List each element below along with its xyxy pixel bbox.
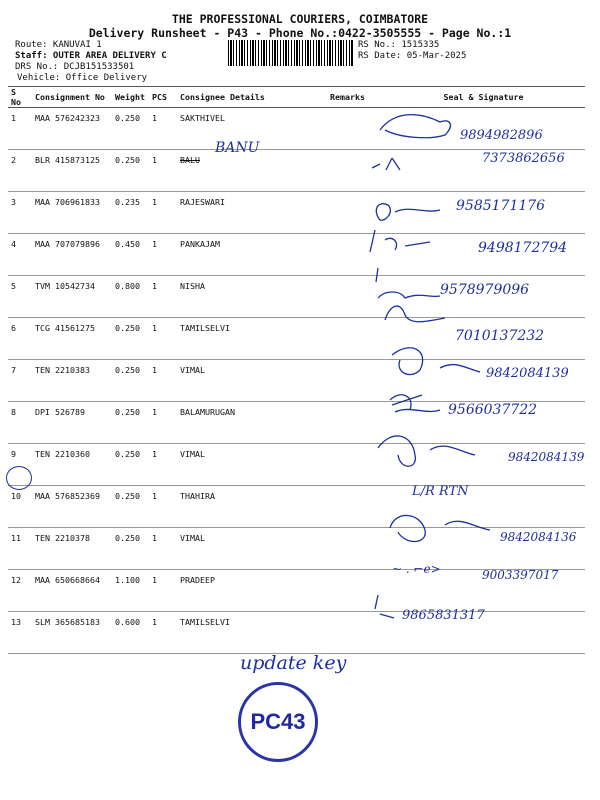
cell-sno: 7	[8, 360, 32, 402]
cell-remarks	[327, 192, 382, 234]
cell-pcs: 1	[149, 150, 177, 192]
row12-signature: ~ . ⌐e>	[392, 562, 441, 576]
cell-consignee: THAHIRA	[177, 486, 327, 528]
cell-sno: 10	[8, 486, 32, 528]
row10-note: L/R RTN	[412, 484, 469, 499]
cell-sno: 3	[8, 192, 32, 234]
cell-pcs: 1	[149, 612, 177, 654]
cell-consignee: BALU	[177, 150, 327, 192]
cell-sno: 12	[8, 570, 32, 612]
cell-consignment: TVM 10542734	[32, 276, 112, 318]
cell-sno: 11	[8, 528, 32, 570]
cell-remarks	[327, 360, 382, 402]
cell-remarks	[327, 612, 382, 654]
cell-remarks	[327, 528, 382, 570]
cell-consignment: TCG 41561275	[32, 318, 112, 360]
row7-phone: 9842084139	[486, 366, 569, 381]
cell-consignee: VIMAL	[177, 444, 327, 486]
table-row	[8, 612, 585, 654]
cell-consignee: VIMAL	[177, 360, 327, 402]
cell-pcs: 1	[149, 234, 177, 276]
row11-phone: 9842084136	[500, 530, 577, 544]
cell-pcs: 1	[149, 318, 177, 360]
cell-consignment: MAA 650668664	[32, 570, 112, 612]
row5-phone: 9578979096	[440, 282, 530, 298]
cell-remarks	[327, 150, 382, 192]
col-sno: S No	[8, 87, 32, 108]
cell-weight: 0.600	[112, 612, 149, 654]
table-row	[8, 486, 585, 528]
cell-weight: 1.100	[112, 570, 149, 612]
cell-remarks	[327, 402, 382, 444]
cell-sno: 4	[8, 234, 32, 276]
row10-circle-mark	[6, 466, 32, 490]
cell-remarks	[327, 318, 382, 360]
route-label: Route: KANUVAI 1	[15, 40, 102, 50]
cell-sno: 2	[8, 150, 32, 192]
rs-date: RS Date: 05-Mar-2025	[358, 51, 467, 61]
cell-remarks	[327, 234, 382, 276]
cell-weight: 0.450	[112, 234, 149, 276]
drs-label: DRS No.: DCJB151533501	[15, 62, 135, 72]
cell-pcs: 1	[149, 402, 177, 444]
cell-remarks	[327, 276, 382, 318]
company-title: THE PROFESSIONAL COURIERS, COIMBATORE	[171, 12, 429, 26]
cell-consignment: TEN 2210360	[32, 444, 112, 486]
cell-consignee: BALAMURUGAN	[177, 402, 327, 444]
cell-remarks	[327, 486, 382, 528]
cell-pcs: 1	[149, 276, 177, 318]
barcode	[228, 40, 353, 66]
row1-phone: 9894982896	[460, 128, 543, 143]
table-row	[8, 444, 585, 486]
cell-weight: 0.235	[112, 192, 149, 234]
cell-sno: 13	[8, 612, 32, 654]
cell-consignee: NISHA	[177, 276, 327, 318]
cell-sno: 5	[8, 276, 32, 318]
cell-consignment: MAA 706961833	[32, 192, 112, 234]
col-consignee: Consignee Details	[177, 87, 327, 108]
pc43-stamp	[238, 682, 318, 762]
col-weight: Weight	[112, 87, 149, 108]
cell-consignment: MAA 576242323	[32, 108, 112, 150]
stamp-text: PC43	[250, 709, 306, 734]
cell-consignee: PRADEEP	[177, 570, 327, 612]
cell-pcs: 1	[149, 486, 177, 528]
cell-remarks	[327, 570, 382, 612]
row9-phone: 9842084139	[508, 450, 585, 464]
row12-phone: 9003397017	[482, 568, 559, 582]
cell-consignee: PANKAJAM	[177, 234, 327, 276]
cell-pcs: 1	[149, 360, 177, 402]
cell-consignment: DPI 526789	[32, 402, 112, 444]
cell-consignee: RAJESWARI	[177, 192, 327, 234]
footer-handwritten-note: update key	[240, 652, 347, 674]
row4-phone: 9498172794	[478, 240, 568, 256]
row6-phone: 7010137232	[455, 328, 545, 344]
row2-phone: 7373862656	[482, 151, 565, 166]
cell-sno: 6	[8, 318, 32, 360]
cell-weight: 0.250	[112, 528, 149, 570]
cell-weight: 0.250	[112, 486, 149, 528]
table-header-row	[8, 87, 585, 108]
cell-remarks	[327, 108, 382, 150]
cell-remarks	[327, 444, 382, 486]
col-consignment: Consignment No	[32, 87, 112, 108]
cell-weight: 0.250	[112, 444, 149, 486]
cell-pcs: 1	[149, 528, 177, 570]
col-pcs: PCS	[149, 87, 177, 108]
cell-pcs: 1	[149, 192, 177, 234]
cell-consignee: TAMILSELVI	[177, 318, 327, 360]
rs-number: RS No.: 1515335	[358, 40, 440, 50]
cell-consignment: TEN 2210378	[32, 528, 112, 570]
row3-phone: 9585171176	[456, 198, 546, 214]
cell-sno: 8	[8, 402, 32, 444]
staff-label: Staff: OUTER AREA DELIVERY C	[15, 51, 167, 61]
row13-phone: 9865831317	[402, 608, 485, 623]
cell-consignment: BLR 415873125	[32, 150, 112, 192]
cell-pcs: 1	[149, 108, 177, 150]
cell-pcs: 1	[149, 444, 177, 486]
cell-consignment: TEN 2210383	[32, 360, 112, 402]
cell-pcs: 1	[149, 570, 177, 612]
col-remarks: Remarks	[327, 87, 382, 108]
cell-consignee: SAKTHIVEL	[177, 108, 327, 150]
cell-consignment: MAA 576852369	[32, 486, 112, 528]
cell-weight: 0.250	[112, 360, 149, 402]
cell-sno: 1	[8, 108, 32, 150]
cell-weight: 0.250	[112, 108, 149, 150]
row2-name-correction: BANU	[215, 140, 260, 156]
cell-consignment: MAA 707079896	[32, 234, 112, 276]
table-row	[8, 528, 585, 570]
col-signature: Seal & Signature	[382, 87, 585, 108]
runsheet-subtitle: Delivery Runsheet - P43 - Phone No.:0422-3505555 - Page No.:1	[88, 26, 512, 40]
cell-weight: 0.250	[112, 150, 149, 192]
cell-weight: 0.800	[112, 276, 149, 318]
cell-consignment: SLM 365685183	[32, 612, 112, 654]
cell-consignee: TAMILSELVI	[177, 612, 327, 654]
vehicle-label: Vehicle: Office Delivery	[17, 73, 148, 83]
row8-phone: 9566037722	[448, 402, 538, 418]
cell-weight: 0.250	[112, 318, 149, 360]
cell-weight: 0.250	[112, 402, 149, 444]
cell-consignee: VIMAL	[177, 528, 327, 570]
cell-sno: 9	[8, 444, 32, 486]
